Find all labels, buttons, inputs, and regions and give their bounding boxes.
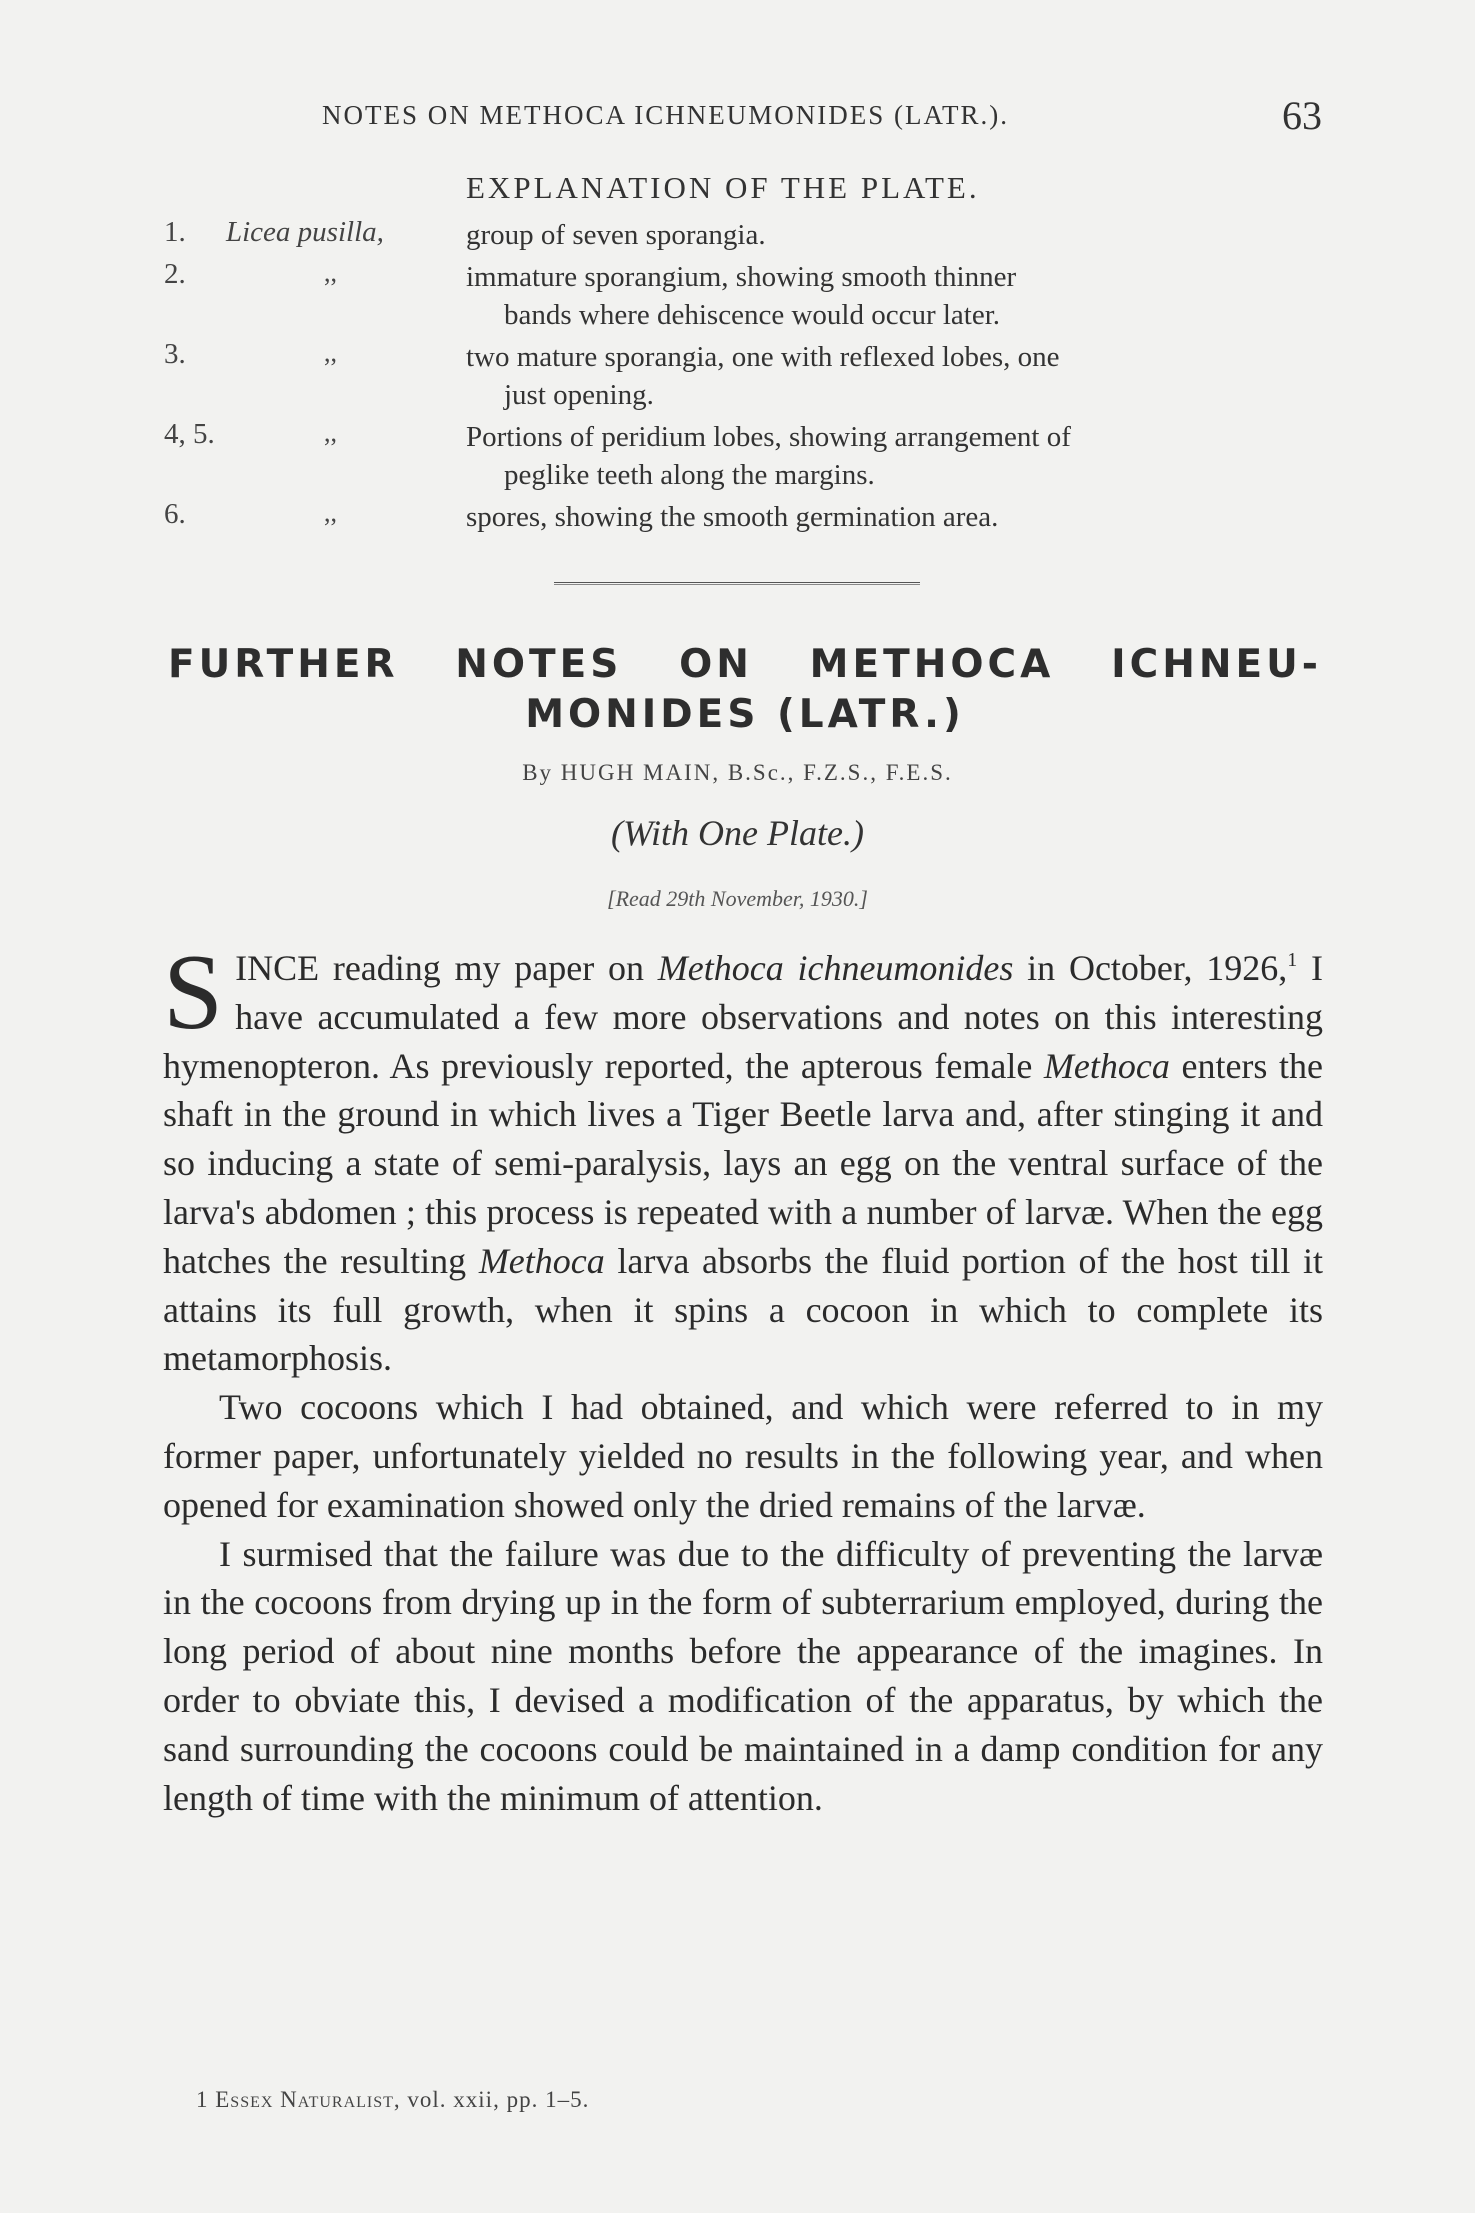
plate-item-description [466,216,1322,255]
plate-item-desc-line1: immature sporangium, showing smooth thinner [466,260,1017,293]
section-divider-rule [554,582,920,585]
footnote [196,2087,1196,2113]
paragraph-2: Two cocoons which I had obtained, and which were referred to in my former paper, unfortunately yielded no results in the following year, and when opened for examination showed only the dried remains of the larvæ. [163,1387,1323,1525]
plate-item-species: Licea pusilla, [226,216,384,248]
footnote-rest: , vol. xxii, pp. 1–5. [393,2087,590,2112]
plate-item-description [466,258,1322,335]
plate-explanation-heading: EXPLANATION OF THE PLATE. [466,170,980,205]
footnote-ref: 1 [1287,949,1298,971]
paragraph-1 [163,933,1323,1383]
running-head [322,92,1322,142]
plate-item-ditto: ,, [324,497,337,527]
running-head-title: NOTES ON METHOCA ICHNEUMONIDES (LATR.). [322,100,1009,130]
plate-item-number: 1. [164,216,186,248]
plate-item [150,418,1322,495]
article-title [168,640,1322,740]
p1-text-e: larva absorbs the fluid portion of the host till it attains its full growth, when it spins a cocoon in which to complete its metamorphosis. [163,1240,1323,1379]
read-date: [Read 29th November, 1930.] [607,886,868,911]
plate-item-ditto: ,, [324,417,337,447]
plate-explanation-list [150,216,1322,539]
p1-italic-genus: Methoca [1043,1045,1170,1086]
article-body [163,933,1323,1822]
byline: By HUGH MAIN, B.Sc., F.Z.S., F.E.S. [522,760,953,785]
p1-text-b: in October, 1926, [1013,948,1288,988]
plate-item-desc-line1: spores, showing the smooth germination area. [466,500,999,533]
plate-item [150,258,1322,335]
plate-item-ditto: ,, [324,257,337,287]
p1-italic-species: Methoca ichneumonides [657,948,1014,988]
article-title-line1: FURTHER NOTES ON METHOCA ICHNEU- [168,642,1322,687]
drop-cap: S [163,933,224,1052]
p1-italic-genus-2: Methoca [478,1240,605,1281]
plate-item-number: 2. [164,257,186,290]
plate-item-description [466,498,1322,537]
plate-item-ditto: ,, [324,337,337,367]
plate-item-description [466,418,1322,495]
plate-item-number: 4, 5. [164,417,215,450]
plate-item-desc-line1: Portions of peridium lobes, showing arrangement of [466,420,1071,453]
plate-item-desc-line2: peglike teeth along the margins. [504,459,875,491]
p1-text-a: INCE reading my paper on [235,948,658,988]
paragraph-3: I surmised that the failure was due to the difficulty of preventing the larvæ in the cocoons from drying up in the form of subterrarium employed, during the long period of about nine months before the appearance of the imagines. In order to obviate this, I devised a modification of the apparatus, by which the sand surrounding the cocoons could be maintained in a damp condition for any length of time with the minimum of attention. [163,1533,1323,1818]
plate-item-desc-line1: two mature sporangia, one with reflexed lobes, one [466,340,1060,373]
plate-item [150,338,1322,415]
p1-text-d: enters the shaft in the ground in which lives a Tiger Beetle larva and, after stinging it and so inducing a state of semi-paralysis, lays an egg on the ventral surface of the larva's abdomen ; this process is repeated with a number of larvæ. When the egg hatches the resulting [163,1045,1323,1281]
footnote-source: Essex Naturalist [215,2087,394,2112]
p1-text-c: I have accumulated a few more observations and notes on this interesting hymenopteron. As previously reported, the apterous female [163,948,1323,1086]
plate-item-number: 3. [164,337,186,370]
plate-item-desc-line1: group of seven sporangia. [466,219,766,251]
plate-item [150,498,1322,537]
article-title-line2: MONIDES (LATR.) [525,692,965,737]
plate-item-description [466,338,1322,415]
page-number: 63 [1282,93,1322,138]
plate-item [150,216,1322,255]
plate-item-desc-line2: just opening. [504,379,654,411]
footnote-number: 1 [196,2087,209,2112]
plate-item-number: 6. [164,497,186,530]
plate-item-desc-line2: bands where dehiscence would occur later. [504,299,1001,331]
with-plate-note: (With One Plate.) [611,813,864,853]
